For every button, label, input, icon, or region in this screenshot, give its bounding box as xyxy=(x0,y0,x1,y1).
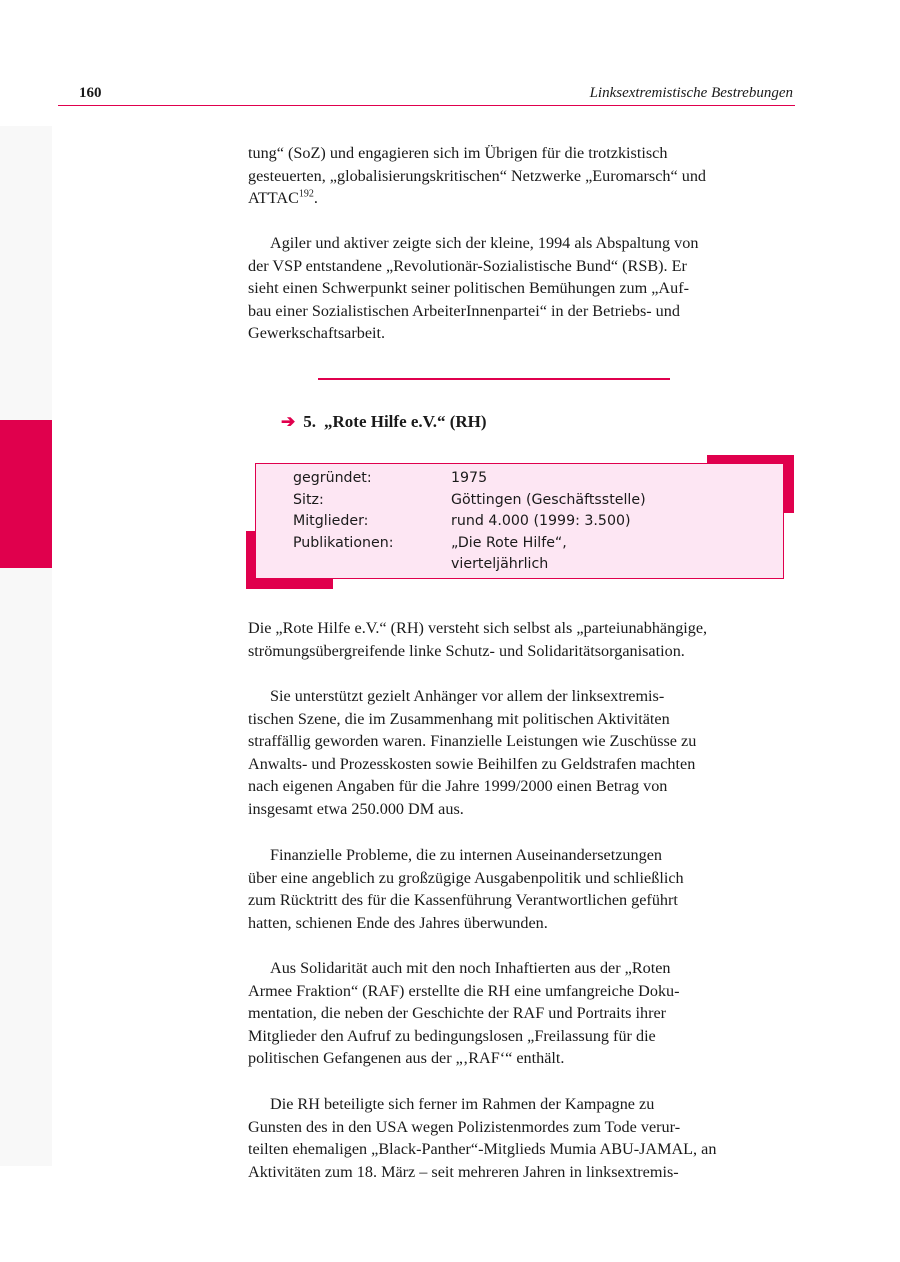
paragraph-line: Agiler und aktiver zeigte sich der kleine, 1994 als Abspaltung von xyxy=(270,234,699,252)
fact-value: „Die Rote Hilfe“, xyxy=(451,534,567,551)
paragraph-line: hatten, schienen Ende des Jahres überwunden. xyxy=(248,913,548,932)
paragraph-line: Aktivitäten zum 18. März – seit mehreren Jahren in linksextremis- xyxy=(248,1162,679,1181)
section-divider xyxy=(318,378,670,380)
paragraph-7 xyxy=(248,1093,793,1183)
paragraph-6 xyxy=(248,957,793,1070)
paragraph-line: zum Rücktritt des für die Kassenführung Verantwortlichen geführt xyxy=(248,891,678,910)
paragraph-line: der VSP entstandene „Revolutionär-Sozialistische Bund“ (RSB). Er xyxy=(248,256,687,275)
paragraph-line: teilten ehemaligen „Black-Panther“-Mitglieds Mumia ABU-JAMAL, an xyxy=(248,1140,717,1159)
footnote-ref-192[interactable]: 192 xyxy=(298,188,314,200)
paragraph-5 xyxy=(248,844,793,934)
organization-fact-box xyxy=(255,463,784,579)
paragraph-line: Anwalts- und Prozesskosten sowie Beihilfen zu Geldstrafen machten xyxy=(248,754,696,773)
paragraph-line: bau einer Sozialistischen ArbeiterInnenpartei“ in der Betriebs- und xyxy=(248,301,680,320)
paragraph-2 xyxy=(248,232,793,345)
paragraph-line: politischen Gefangenen aus der „‚RAF‘“ enthält. xyxy=(248,1049,565,1068)
fact-value: Göttingen (Geschäftsstelle) xyxy=(451,491,646,508)
paragraph-4 xyxy=(248,685,793,821)
paragraph-line: über eine angeblich zu großzügige Ausgabenpolitik und schließlich xyxy=(248,868,684,887)
paragraph-line: Finanzielle Probleme, die zu internen Auseinandersetzungen xyxy=(270,846,662,864)
page-number: 160 xyxy=(79,85,102,101)
fact-value: vierteljährlich xyxy=(451,556,549,572)
paragraph-1 xyxy=(248,142,793,210)
paragraph-line xyxy=(248,187,793,210)
section-title: „Rote Hilfe e.V.“ (RH) xyxy=(324,412,487,431)
running-header-title: Linksextremistische Bestrebungen xyxy=(589,85,793,101)
paragraph-line: Die „Rote Hilfe e.V.“ (RH) versteht sich selbst als „parteiunabhängige, xyxy=(248,619,708,637)
paragraph-line: Gewerkschaftsarbeit. xyxy=(248,324,386,343)
chapter-tab-marker xyxy=(0,420,52,568)
paragraph-line: sieht einen Schwerpunkt seiner politischen Bemühungen zum „Auf- xyxy=(248,279,689,298)
paragraph-line: Gunsten des in den USA wegen Polizistenmordes zum Tode verur- xyxy=(248,1117,681,1136)
arrow-right-icon: ➔ xyxy=(281,412,296,431)
sentence-end: . xyxy=(313,189,318,208)
fact-label: gegründet: xyxy=(293,470,372,486)
paragraph-line: mentation, die neben der Geschichte der RAF und Portraits ihrer xyxy=(248,1004,667,1023)
paragraph-line: straffällig geworden waren. Finanzielle Leistungen wie Zuschüsse zu xyxy=(248,732,697,751)
paragraph-line: Aus Solidarität auch mit den noch Inhaftierten aus der „Roten xyxy=(270,959,671,977)
margin-band xyxy=(0,126,52,1166)
fact-value: 1975 xyxy=(451,470,488,486)
paragraph-line: strömungsübergreifende linke Schutz- und Solidaritätsorganisation. xyxy=(248,641,685,660)
paragraph-line: tung“ (SoZ) und engagieren sich im Übrigen für die trotzkistisch xyxy=(248,144,668,162)
header-rule xyxy=(58,105,795,106)
paragraph-3 xyxy=(248,617,793,662)
paragraph-line: Armee Fraktion“ (RAF) erstellte die RH eine umfangreiche Doku- xyxy=(248,981,680,1000)
paragraph-line: tischen Szene, die im Zusammenhang mit politischen Aktivitäten xyxy=(248,709,670,728)
paragraph-line: gesteuerten, „globalisierungskritischen“ Netzwerke „Euromarsch“ und xyxy=(248,166,707,185)
section-heading xyxy=(281,412,487,432)
attac-text: ATTAC xyxy=(248,189,299,208)
paragraph-line: Sie unterstützt gezielt Anhänger vor allem der linksextremis- xyxy=(270,687,665,705)
section-number: 5. xyxy=(303,412,316,431)
paragraph-line: Mitglieder den Aufruf zu bedingungslosen „Freilassung für die xyxy=(248,1026,656,1045)
fact-label: Sitz: xyxy=(293,491,324,508)
paragraph-line: nach eigenen Angaben für die Jahre 1999/2000 einen Betrag von xyxy=(248,777,668,796)
paragraph-line: insgesamt etwa 250.000 DM aus. xyxy=(248,799,464,818)
fact-label: Mitglieder: xyxy=(293,513,369,529)
fact-value: rund 4.000 (1999: 3.500) xyxy=(451,513,631,529)
paragraph-line: Die RH beteiligte sich ferner im Rahmen der Kampagne zu xyxy=(270,1095,655,1113)
fact-label: Publikationen: xyxy=(293,534,394,551)
